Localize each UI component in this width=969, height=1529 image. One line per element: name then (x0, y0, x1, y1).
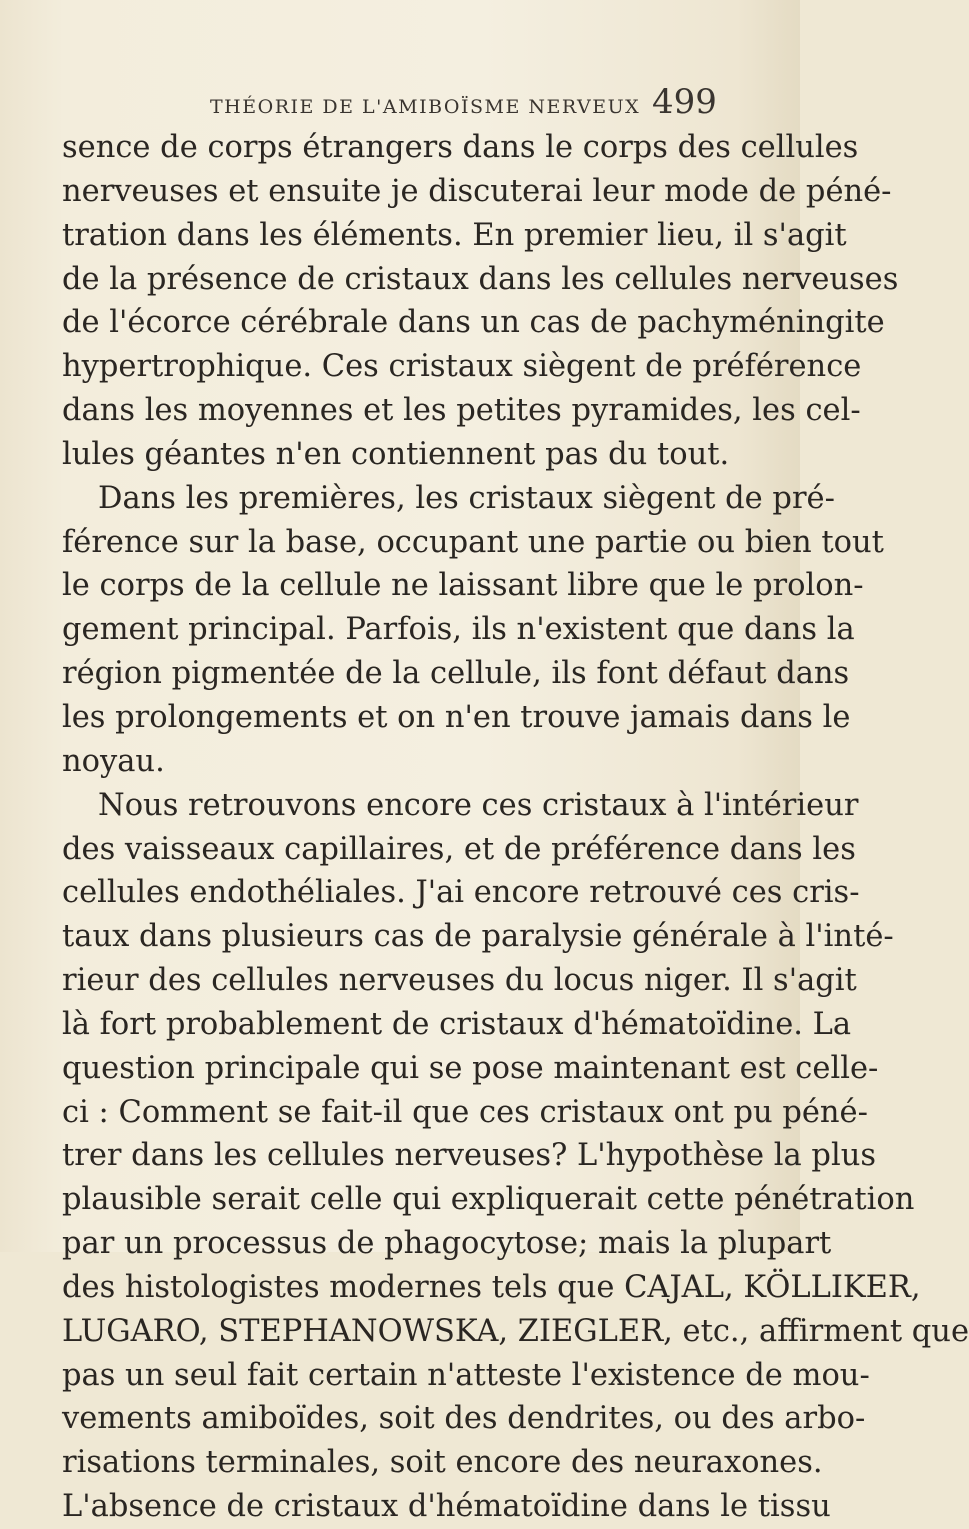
text-line: de l'écorce cérébrale dans un cas de pachyméningite (62, 305, 885, 341)
running-head: THÉORIE DE L'AMIBOÏSME NERVEUX (210, 96, 641, 118)
text-line: lules géantes n'en contiennent pas du tout. (62, 436, 730, 472)
page-header (0, 72, 800, 122)
text-line: les prolongements et on n'en trouve jamais dans le (62, 699, 851, 735)
text-line: vements amiboïdes, soit des dendrites, ou des arbo- (62, 1401, 866, 1437)
text-line: ci : Comment se fait-il que ces cristaux ont pu péné- (62, 1094, 868, 1130)
text-line: question principale qui se pose maintenant est celle- (62, 1050, 879, 1086)
text-line: noyau. (62, 743, 165, 779)
text-line: taux dans plusieurs cas de paralysie générale à l'inté- (62, 919, 894, 955)
text-line: tration dans les éléments. En premier lieu, il s'agit (62, 217, 847, 253)
text-line: Dans les premières, les cristaux siègent de pré- (98, 480, 835, 516)
text-line: là fort probablement de cristaux d'hématoïdine. La (62, 1006, 852, 1042)
text-line: LUGARO, STEPHANOWSKA, ZIEGLER, etc., affirment que (62, 1313, 969, 1349)
text-line: région pigmentée de la cellule, ils font défaut dans (62, 656, 850, 692)
text-line: hypertrophique. Ces cristaux siègent de préférence (62, 349, 862, 385)
text-line: sence de corps étrangers dans le corps des cellules (62, 130, 859, 165)
page-number: 499 (652, 82, 717, 122)
text-line: trer dans les cellules nerveuses? L'hypothèse la plus (62, 1138, 876, 1174)
text-line: par un processus de phagocytose; mais la plupart (62, 1226, 832, 1262)
text-line: le corps de la cellule ne laissant libre que le prolon- (62, 568, 864, 604)
text-line: des vaisseaux capillaires, et de préférence dans les (62, 831, 856, 867)
text-line: nerveuses et ensuite je discuterai leur mode de péné- (62, 173, 892, 209)
text-line: férence sur la base, occupant une partie ou bien tout (62, 524, 884, 560)
text-line: rieur des cellules nerveuses du locus niger. Il s'agit (62, 963, 857, 999)
text-line: plausible serait celle qui expliquerait cette pénétration (62, 1182, 915, 1218)
text-line: des histologistes modernes tels que CAJAL, KÖLLIKER, (62, 1269, 921, 1305)
text-line: risations terminales, soit encore des neuraxones. (62, 1445, 823, 1481)
text-line: Nous retrouvons encore ces cristaux à l'intérieur (98, 787, 859, 823)
text-line: cellules endothéliales. J'ai encore retrouvé ces cris- (62, 875, 860, 911)
text-line: pas un seul fait certain n'atteste l'existence de mou- (62, 1357, 870, 1393)
text-line: L'absence de cristaux d'hématoïdine dans le tissu (62, 1489, 831, 1525)
text-line: de la présence de cristaux dans les cellules nerveuses (62, 261, 899, 297)
text-line: gement principal. Parfois, ils n'existent que dans la (62, 612, 855, 648)
body-text (62, 126, 969, 1529)
text-line: dans les moyennes et les petites pyramides, les cel- (62, 393, 861, 429)
